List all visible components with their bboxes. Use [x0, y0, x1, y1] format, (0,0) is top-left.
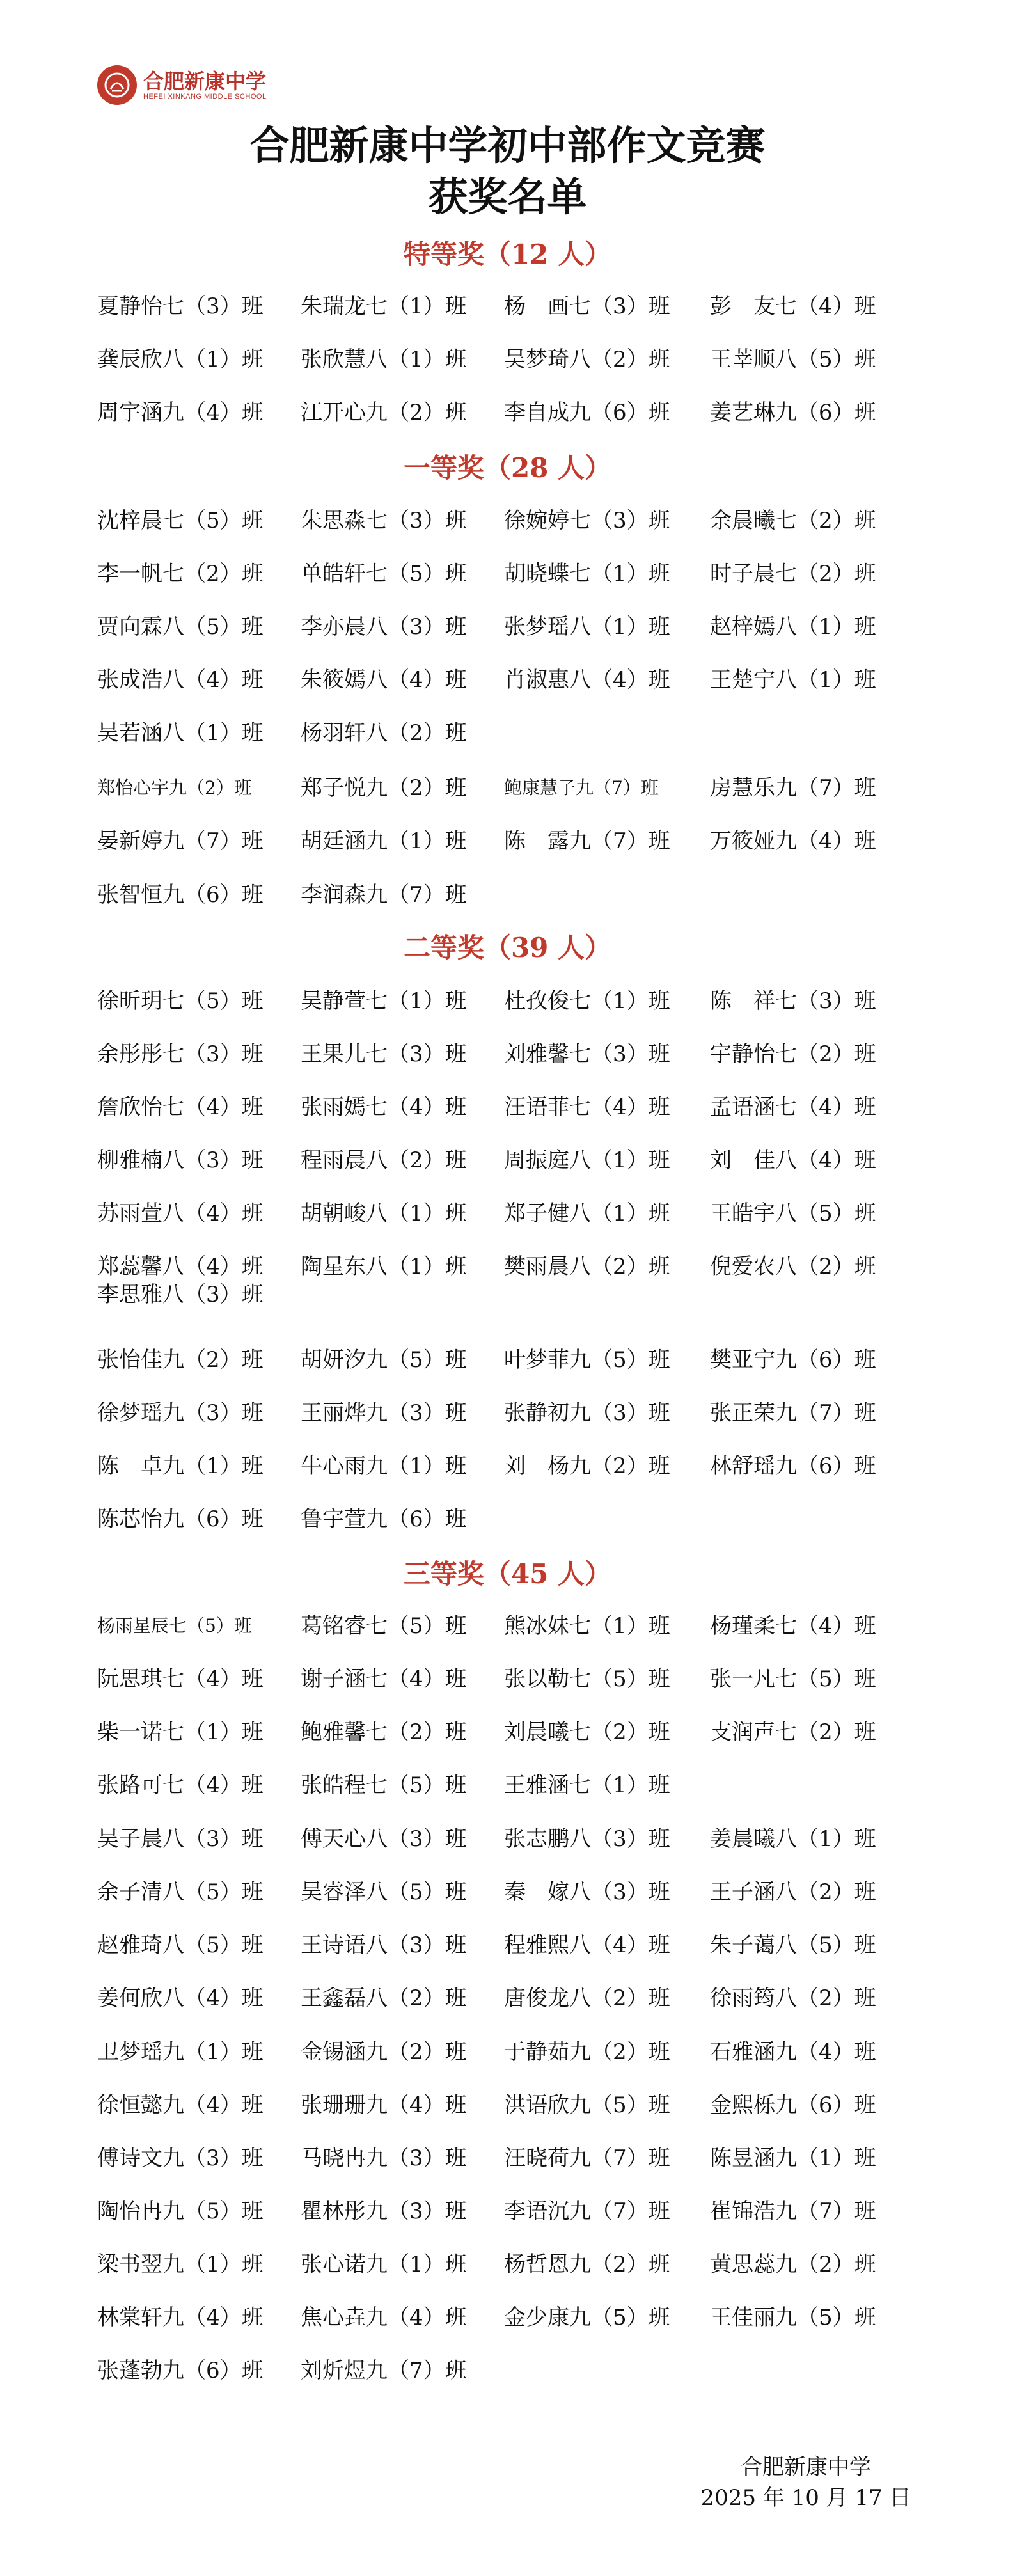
award-entry: 陶怡冉九（5）班: [97, 2199, 264, 2224]
award-entry: 单皓轩七（5）班: [301, 561, 467, 587]
award-entry: 周振庭八（1）班: [504, 1148, 670, 1173]
award-entry: 胡朝峻八（1）班: [301, 1201, 467, 1226]
award-entry: 王丽烨九（3）班: [301, 1400, 467, 1426]
award-section-title: 一等奖（28 人）: [403, 452, 612, 484]
award-entry: 杨 画七（3）班: [504, 294, 670, 319]
award-entry: 龚辰欣八（1）班: [97, 347, 264, 372]
award-entry: 鲍雅馨七（2）班: [301, 1719, 467, 1745]
award-entry: 牛心雨九（1）班: [301, 1453, 467, 1479]
award-entry: 石雅涵九（4）班: [710, 2039, 876, 2065]
award-entry: 赵雅琦八（5）班: [97, 1932, 264, 1958]
award-entry: 郑子悦九（2）班: [301, 775, 467, 801]
award-entry: 王楚宁八（1）班: [710, 667, 876, 693]
award-entry: 李润森九（7）班: [301, 882, 467, 908]
award-entry: 刘晨曦七（2）班: [504, 1719, 670, 1745]
school-logo: [97, 65, 267, 105]
award-entry: 朱子蔼八（5）班: [710, 1932, 876, 1958]
award-entry: 刘 佳八（4）班: [710, 1148, 876, 1173]
award-entry: 陈 卓九（1）班: [97, 1453, 264, 1479]
award-entry: 徐梦瑶九（3）班: [97, 1400, 264, 1426]
award-entry: 胡廷涵九（1）班: [301, 828, 467, 854]
award-entry: 樊亚宁九（6）班: [710, 1347, 876, 1373]
award-entry: 张皓程七（5）班: [301, 1773, 467, 1798]
award-entry: 郑怡心宇九（2）班: [97, 777, 252, 798]
award-entry: 吴静萱七（1）班: [301, 988, 467, 1014]
award-entry: 王诗语八（3）班: [301, 1932, 467, 1958]
award-entry: 张智恒九（6）班: [97, 882, 264, 908]
award-entry: 陈 祥七（3）班: [710, 988, 876, 1014]
award-entry: 倪爱农八（2）班: [710, 1254, 876, 1279]
award-entry: 李一帆七（2）班: [97, 561, 264, 587]
award-entry: 张怡佳九（2）班: [97, 1347, 264, 1373]
award-entry: 王雅涵七（1）班: [504, 1773, 670, 1798]
award-entry: 晏新婷九（7）班: [97, 828, 264, 854]
award-entry: 陈昱涵九（1）班: [710, 2145, 876, 2171]
award-entry: 唐俊龙八（2）班: [504, 1986, 670, 2011]
award-entry: 张珊珊九（4）班: [301, 2092, 467, 2118]
award-entry: 谢子涵七（4）班: [301, 1666, 467, 1692]
award-entry: 吴若涵八（1）班: [97, 720, 264, 746]
award-entry: 金锡涵九（2）班: [301, 2039, 467, 2065]
award-entry: 张心诺九（1）班: [301, 2252, 467, 2277]
award-entry: 阮思琪七（4）班: [97, 1666, 264, 1692]
page-subtitle: 获奖名单: [428, 173, 587, 220]
award-entry: 金熙栎九（6）班: [710, 2092, 876, 2118]
award-entry: 徐雨筠八（2）班: [710, 1986, 876, 2011]
award-entry: 焦心垚九（4）班: [301, 2305, 467, 2330]
award-entry: 熊冰妹七（1）班: [504, 1613, 670, 1639]
award-entry: 李语沉九（7）班: [504, 2199, 670, 2224]
award-entry: 洪语欣九（5）班: [504, 2092, 670, 2118]
award-entry: 詹欣怡七（4）班: [97, 1094, 264, 1120]
award-entry: 夏静怡七（3）班: [97, 294, 264, 319]
award-entry: 程雨晨八（2）班: [301, 1148, 467, 1173]
award-entry: 支润声七（2）班: [710, 1719, 876, 1745]
award-section-title: 三等奖（45 人）: [403, 1558, 612, 1590]
award-entry: 张梦瑶八（1）班: [504, 614, 670, 640]
award-entry: 李亦晨八（3）班: [301, 614, 467, 640]
award-entry: 马晓冉九（3）班: [301, 2145, 467, 2171]
footer-org: 合肥新康中学: [741, 2454, 871, 2480]
award-entry: 王鑫磊八（2）班: [301, 1986, 467, 2011]
award-entry: 李自成九（6）班: [504, 400, 670, 425]
award-entry: 张以勒七（5）班: [504, 1666, 670, 1692]
school-logo-english: HEFEI XINKANG MIDDLE SCHOOL: [143, 93, 267, 100]
award-entry: 程雅熙八（4）班: [504, 1932, 670, 1958]
award-entry: 林舒瑶九（6）班: [710, 1453, 876, 1479]
award-entry: 房慧乐九（7）班: [710, 775, 876, 801]
award-entry: 张一凡七（5）班: [710, 1666, 876, 1692]
award-entry: 吴梦琦八（2）班: [504, 347, 670, 372]
award-entry: 郑蕊馨八（4）班: [97, 1254, 264, 1279]
award-entry: 王莘顺八（5）班: [710, 347, 876, 372]
award-entry: 刘雅馨七（3）班: [504, 1041, 670, 1067]
award-entry: 傅诗文九（3）班: [97, 2145, 264, 2171]
award-entry: 贾向霖八（5）班: [97, 614, 264, 640]
award-entry: 鲍康慧子九（7）班: [504, 777, 659, 798]
award-entry: 樊雨晨八（2）班: [504, 1254, 670, 1279]
award-entry: 郑子健八（1）班: [504, 1201, 670, 1226]
award-entry: 张欣慧八（1）班: [301, 347, 467, 372]
award-entry: 张静初九（3）班: [504, 1400, 670, 1426]
award-entry: 王皓宇八（5）班: [710, 1201, 876, 1226]
award-entry: 徐昕玥七（5）班: [97, 988, 264, 1014]
award-entry: 于静茹九（2）班: [504, 2039, 670, 2065]
award-entry: 张雨嫣七（4）班: [301, 1094, 467, 1120]
award-entry: 刘炘煜九（7）班: [301, 2358, 467, 2383]
award-entry: 肖淑惠八（4）班: [504, 667, 670, 693]
award-entry: 傅天心八（3）班: [301, 1826, 467, 1852]
award-entry: 王佳丽九（5）班: [710, 2305, 876, 2330]
award-entry: 金少康九（5）班: [504, 2305, 670, 2330]
school-logo-name: 合肥新康中学: [143, 69, 267, 93]
award-entry: 朱瑞龙七（1）班: [301, 294, 467, 319]
award-entry: 沈梓晨七（5）班: [97, 508, 264, 533]
award-entry: 杨哲恩九（2）班: [504, 2252, 670, 2277]
award-entry: 姜晨曦八（1）班: [710, 1826, 876, 1852]
award-entry: 陈芯怡九（6）班: [97, 1506, 264, 1532]
award-section-title: 二等奖（39 人）: [403, 932, 612, 963]
award-entry: 杨雨星辰七（5）班: [97, 1615, 252, 1636]
award-entry: 柳雅楠八（3）班: [97, 1148, 264, 1173]
award-entry: 宇静怡七（2）班: [710, 1041, 876, 1067]
award-entry: 柴一诺七（1）班: [97, 1719, 264, 1745]
award-entry: 余彤彤七（3）班: [97, 1041, 264, 1067]
award-entry: 陈 露九（7）班: [504, 828, 670, 854]
award-entry: 王果儿七（3）班: [301, 1041, 467, 1067]
award-entry: 李思雅八（3）班: [97, 1282, 264, 1308]
award-entry: 张路可七（4）班: [97, 1773, 264, 1798]
award-entry: 刘 杨九（2）班: [504, 1453, 670, 1479]
award-section-title: 特等奖（12 人）: [403, 239, 612, 270]
award-entry: 张成浩八（4）班: [97, 667, 264, 693]
award-entry: 赵梓嫣八（1）班: [710, 614, 876, 640]
award-entry: 汪晓荷九（7）班: [504, 2145, 670, 2171]
award-entry: 胡妍汐九（5）班: [301, 1347, 467, 1373]
award-entry: 朱筱嫣八（4）班: [301, 667, 467, 693]
award-entry: 林棠轩九（4）班: [97, 2305, 264, 2330]
award-entry: 秦 嫁八（3）班: [504, 1879, 670, 1905]
award-entry: 叶梦菲九（5）班: [504, 1347, 670, 1373]
award-entry: 姜何欣八（4）班: [97, 1986, 264, 2011]
award-entry: 徐婉婷七（3）班: [504, 508, 670, 533]
award-entry: 王子涵八（2）班: [710, 1879, 876, 1905]
award-entry: 崔锦浩九（7）班: [710, 2199, 876, 2224]
award-entry: 鲁宇萱九（6）班: [301, 1506, 467, 1532]
award-entry: 万筱娅九（4）班: [710, 828, 876, 854]
award-entry: 陶星东八（1）班: [301, 1254, 467, 1279]
award-entry: 葛铭睿七（5）班: [301, 1613, 467, 1639]
award-entry: 苏雨萱八（4）班: [97, 1201, 264, 1226]
award-entry: 杨羽轩八（2）班: [301, 720, 467, 746]
award-entry: 江开心九（2）班: [301, 400, 467, 425]
award-entry: 张正荣九（7）班: [710, 1400, 876, 1426]
school-emblem-icon: [97, 65, 137, 105]
award-entry: 吴子晨八（3）班: [97, 1826, 264, 1852]
award-entry: 彭 友七（4）班: [710, 294, 876, 319]
award-entry: 姜艺琳九（6）班: [710, 400, 876, 425]
award-entry: 余子清八（5）班: [97, 1879, 264, 1905]
award-entry: 时子晨七（2）班: [710, 561, 876, 587]
award-entry: 梁书翌九（1）班: [97, 2252, 264, 2277]
page-title: 合肥新康中学初中部作文竞赛: [249, 122, 766, 169]
award-entry: 周宇涵九（4）班: [97, 400, 264, 425]
award-entry: 瞿林彤九（3）班: [301, 2199, 467, 2224]
award-entry: 余晨曦七（2）班: [710, 508, 876, 533]
award-entry: 朱思淼七（3）班: [301, 508, 467, 533]
award-entry: 张志鹏八（3）班: [504, 1826, 670, 1852]
award-entry: 杨瑾柔七（4）班: [710, 1613, 876, 1639]
award-entry: 吴睿泽八（5）班: [301, 1879, 467, 1905]
award-entry: 孟语涵七（4）班: [710, 1094, 876, 1120]
award-entry: 卫梦瑶九（1）班: [97, 2039, 264, 2065]
award-entry: 杜孜俊七（1）班: [504, 988, 670, 1014]
footer-date: 2025 年 10 月 17 日: [700, 2485, 911, 2511]
award-entry: 汪语菲七（4）班: [504, 1094, 670, 1120]
award-entry: 徐恒懿九（4）班: [97, 2092, 264, 2118]
award-entry: 胡晓蝶七（1）班: [504, 561, 670, 587]
award-entry: 黄思蕊九（2）班: [710, 2252, 876, 2277]
award-entry: 张蓬勃九（6）班: [97, 2358, 264, 2383]
